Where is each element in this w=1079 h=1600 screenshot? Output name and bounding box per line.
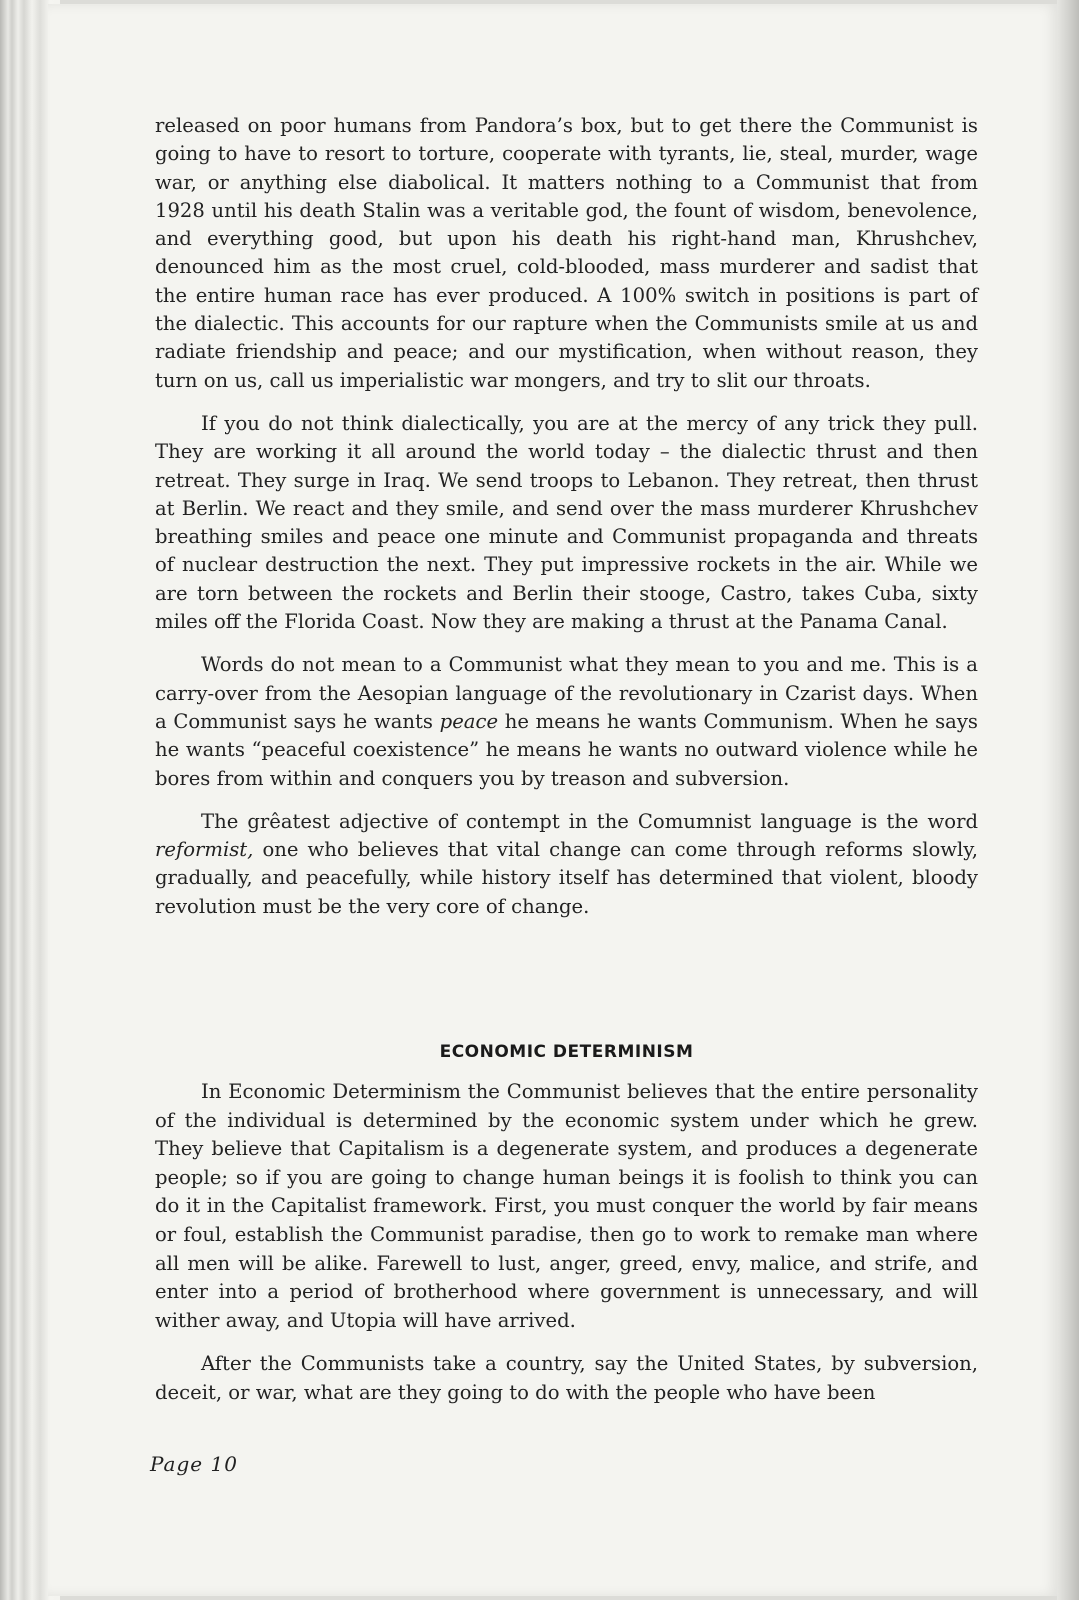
p4-emphasis: reformist, xyxy=(155,838,254,862)
paragraph-4 xyxy=(155,808,978,921)
paragraph-2: If you do not think dialectically, you are at the mercy of any trick they pull. They are working it all around the world today – the dialectic thrust and then retreat. They surge in Iraq. We send troops to Lebanon. They retreat, then thrust at Berlin. We react and they smile, and send over the mass murderer Khrushchev breathing smiles and peace one minute and Communist propaganda and threats of nuclear destruction the next. They put impressive rockets in the air. While we are torn between the rockets and Berlin their stooge, Castro, takes Cuba, sixty miles off the Florida Coast. Now they are making a thrust at the Panama Canal. xyxy=(155,411,978,634)
body-text-section xyxy=(155,1078,978,1408)
p4-text-a: The grêatest adjective of contempt in the Comumnist language is the word xyxy=(201,809,978,833)
paragraph-1: released on poor humans from Pandora’s box, but to get there the Communist is going to have to resort to torture, cooperate with tyrants, lie, steal, murder, wage war, or anything else diabolical. It matters nothing to a Communist that from 1928 until his death Stalin was a veritable god, the fount of wisdom, benevolence, and everything good, but upon his death his right-hand man, Khrushchev, denounced him as the most cruel, cold-blooded, mass murderer and sadist that the entire human race has ever produced. A 100% switch in positions is part of the dialectic. This accounts for our rapture when the Communists smile at us and radiate friendship and peace; and our mystification, when without reason, they turn on us, call us imperialistic war mongers, and try to slit our throats. xyxy=(155,114,978,392)
page-number: Page 10 xyxy=(150,1452,238,1476)
p3-emphasis: peace xyxy=(439,709,499,733)
p3-text-a: Words do not mean to a Communist what they mean to you and me. This is a carry-over from the Aesopian language of the revolutionary in Czarist days. When a Communist says he wants xyxy=(155,653,978,733)
paragraph-3 xyxy=(155,651,978,792)
p3-text-b: he means he wants Communism. When he says he wants “peaceful coexistence” he means he wants no outward violence while he bores from within and conquers you by treason and subversion. xyxy=(155,709,978,790)
body-text-top xyxy=(155,112,978,921)
p4-text-b: one who believes that vital change can come through reforms slowly, gradually, and peacefully, while history itself has determined that violent, bloody revolution must be the very core of change. xyxy=(155,838,978,918)
section-paragraph-2: After the Communists take a country, say the United States, by subversion, deceit, or war, what are they going to do with the people who have been xyxy=(155,1352,978,1404)
binding-shadow xyxy=(1057,0,1079,1600)
section-heading: ECONOMIC DETERMINISM xyxy=(439,1042,694,1062)
section-paragraph-1: In Economic Determinism the Communist believes that the entire personality of the individual is determined by the economic system under which he grew. They believe that Capitalism is a degenerate system, and produces a degenerate people; so if you are going to change human beings it is foolish to think you can do it in the Capitalist framework. First, you must conquer the world by fair means or foul, establish the Communist paradise, then go to work to remake man where all men will be alike. Farewell to lust, anger, greed, envy, malice, and strife, and enter into a period of brotherhood where government is unnecessary, and will wither away, and Utopia will have arrived. xyxy=(155,1080,978,1332)
